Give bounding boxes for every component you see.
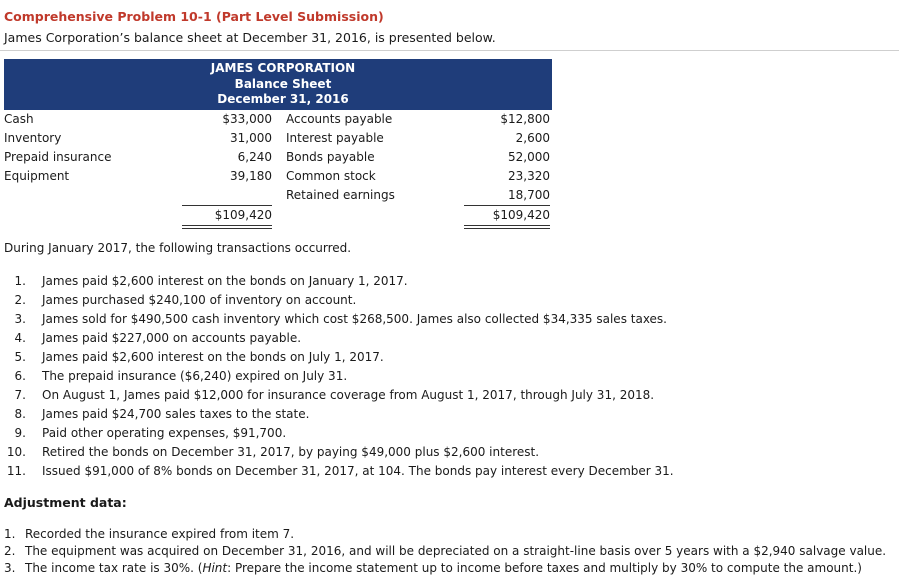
transactions-intro: During January 2017, the following transactions occurred.: [4, 241, 352, 255]
transaction-number: 11.: [6, 464, 26, 478]
liability-label: Bonds payable: [286, 150, 375, 164]
asset-value: $33,000: [222, 112, 272, 126]
hint-text: : Prepare the income statement up to income before taxes and multiply by 30% to compute the amount.): [227, 561, 862, 575]
adjustment-text: The equipment was acquired on December 31, 2016, and will be depreciated on a straight-line basis over 5 years with a $2,940 salvage value.: [25, 544, 887, 558]
adjustment-number: 1.: [4, 527, 16, 541]
hint-label: Hint: [202, 561, 228, 575]
transaction-number: 2.: [14, 293, 26, 307]
total-liabilities-equity: $109,420: [492, 208, 550, 222]
adjustment-item: [4, 526, 899, 543]
transaction-number: 3.: [14, 312, 26, 326]
total-double-rule-liabilities: [464, 225, 550, 229]
equity-value: 23,320: [508, 169, 550, 183]
total-double-rule-assets: [182, 225, 272, 229]
transaction-text: James paid $2,600 interest on the bonds on January 1, 2017.: [42, 274, 408, 288]
transaction-number: 9.: [14, 426, 26, 440]
transaction-item: [4, 272, 884, 291]
adjustment-item: [4, 560, 899, 577]
transaction-item: [4, 310, 884, 329]
transaction-text: James sold for $490,500 cash inventory which cost $268,500. James also collected $34,335 sales taxes.: [42, 312, 667, 326]
transaction-item: [4, 405, 884, 424]
adjustment-text: Recorded the insurance expired from item 7.: [25, 527, 295, 541]
transaction-text: Issued $91,000 of 8% bonds on December 31, 2017, at 104. The bonds pay interest every December 31.: [42, 464, 674, 478]
transaction-text: James paid $24,700 sales taxes to the state.: [42, 407, 310, 421]
transaction-text: James paid $2,600 interest on the bonds on July 1, 2017.: [42, 350, 384, 364]
asset-value: 6,240: [237, 150, 272, 164]
asset-label: Inventory: [4, 131, 62, 145]
transaction-item: [4, 329, 884, 348]
adjustment-text: The income tax rate is 30%. (: [25, 561, 203, 575]
liability-label: Interest payable: [286, 131, 384, 145]
transaction-item: [4, 367, 884, 386]
transaction-number: 5.: [14, 350, 26, 364]
transaction-number: 6.: [14, 369, 26, 383]
asset-value: 39,180: [230, 169, 272, 183]
liability-value: 52,000: [508, 150, 550, 164]
transaction-item: [4, 462, 884, 481]
transaction-item: [4, 291, 884, 310]
transaction-item: [4, 348, 884, 367]
statement-date: December 31, 2016: [217, 92, 349, 106]
company-name: JAMES CORPORATION: [210, 61, 356, 75]
transaction-text: On August 1, James paid $12,000 for insurance coverage from August 1, 2017, through July 31, 2018.: [42, 388, 655, 402]
equity-label: Retained earnings: [286, 188, 395, 202]
transaction-number: 1.: [14, 274, 26, 288]
transaction-text: James purchased $240,100 of inventory on account.: [42, 293, 357, 307]
adjustment-heading: Adjustment data:: [4, 495, 127, 510]
equity-label: Common stock: [286, 169, 376, 183]
adjustment-item: [4, 543, 899, 560]
asset-label: Cash: [4, 112, 34, 126]
transaction-text: James paid $227,000 on accounts payable.: [42, 331, 302, 345]
transaction-item: [4, 424, 884, 443]
statement-name: Balance Sheet: [234, 76, 332, 91]
problem-title: Comprehensive Problem 10-1 (Part Level Submission): [4, 9, 384, 24]
transaction-text: Retired the bonds on December 31, 2017, by paying $49,000 plus $2,600 interest.: [42, 445, 540, 459]
balance-sheet-header: [4, 59, 552, 110]
total-assets: $109,420: [214, 208, 272, 222]
asset-label: Equipment: [4, 169, 70, 183]
liability-label: Accounts payable: [286, 112, 393, 126]
transaction-text: Paid other operating expenses, $91,700.: [42, 426, 287, 440]
transaction-number: 8.: [14, 407, 26, 421]
liability-value: $12,800: [500, 112, 550, 126]
adjustment-number: 3.: [4, 561, 16, 575]
transaction-number: 7.: [14, 388, 26, 402]
transaction-number: 4.: [14, 331, 26, 345]
divider: [0, 50, 899, 51]
transaction-number: 10.: [6, 445, 26, 459]
equity-value: 18,700: [508, 188, 550, 202]
transaction-item: [4, 443, 884, 462]
adjustment-number: 2.: [4, 544, 16, 558]
liability-value: 2,600: [515, 131, 550, 145]
asset-value: 31,000: [230, 131, 272, 145]
transaction-item: [4, 386, 884, 405]
transaction-text: The prepaid insurance ($6,240) expired on July 31.: [42, 369, 348, 383]
asset-label: Prepaid insurance: [4, 150, 112, 164]
problem-subtitle: James Corporation’s balance sheet at December 31, 2016, is presented below.: [4, 30, 496, 45]
